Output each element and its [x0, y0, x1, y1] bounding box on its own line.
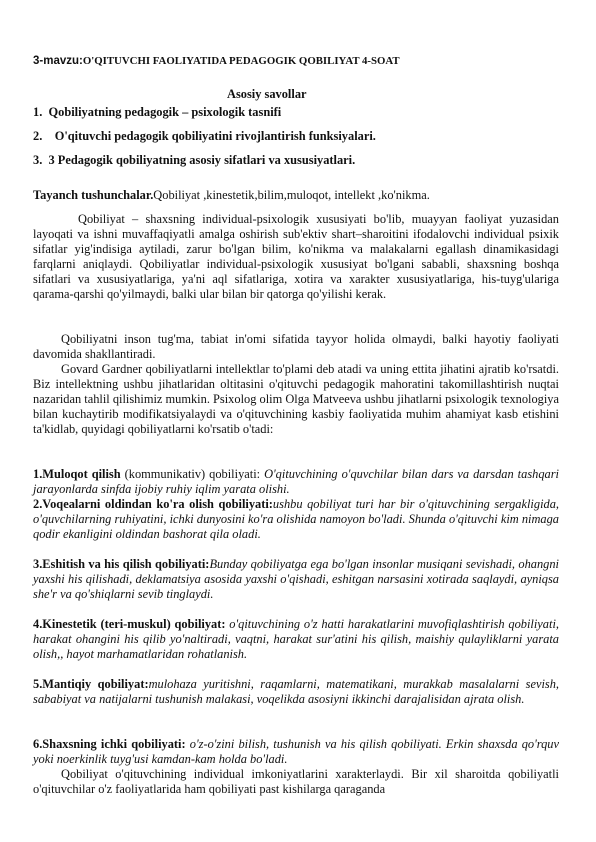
ability-description: mulohaza yuritishni, raqamlarni, matematikani, murakkab masalalarni sevish, sababiyat va natijalarni tushunish malakasi, voqelikda asosiyni ikkinchi darajalisidan ajrata olish.	[33, 677, 560, 706]
question-number: 3.	[33, 153, 43, 167]
paragraph-qobiliyat-definition: Qobiliyat – shaxsning individual-psixologik xususiyati bo'lib, muayyan faoliyat yuzasidan layoqati va ishni muvaffaqiyatli amalga oshirish sub'ektiv shart–sharoitini ifodalovchi individual psixik sifatlar yig'indisiga aytiladi, zarur bo'lgan bilim, ko'nikma va malakalarni egallash dinamikasidagi farqlarni aniqlaydi. Qobiliyatlar individual-psixologik xususiyat bo'lgani sababli, shaxsning boshqa sifatlari va xususiyatlariga, ya'ni aql sifatlariga, xotira va xarakter xususiyatlariga, his-tuyg'ulariga qarama-qarshi qo'yilmaydi, balki ular bilan bir qatorga qo'yilishi kerak.	[33, 212, 559, 301]
keywords-line	[33, 188, 430, 203]
questions-heading: Asosiy savollar	[227, 87, 307, 101]
question-item-3	[33, 153, 355, 168]
question-item-2	[33, 129, 376, 144]
topic-title	[33, 53, 400, 69]
ability-description: O'qituvchining o'quvchilar bilan dars va darsdan tashqari jarayonlarda sinfda ijobiy ruhiy iqlim yarata olishi.	[33, 467, 559, 496]
question-number: 1.	[33, 105, 43, 119]
ability-mid: (kommunikativ) qobiliyati:	[120, 467, 265, 481]
question-number: 2.	[33, 129, 43, 143]
paragraph-qobiliyat-innate: Qobiliyatni inson tug'ma, tabiat in'omi sifatida tayyor holida olmaydi, balki hayotiy faoliyati davomida shakllantiradi.	[33, 332, 559, 361]
keywords-label: Tayanch tushunchalar.	[33, 188, 154, 202]
ability-description: o'qituvchining o'z hatti harakatlarini muvofiqlashtirish qobiliyati, harakat ohangini his qilib yo'naltiradi, vaqtni, harakat sur'atini his qilish, maishiy qulayliklarni yarata olish,, hayot marhamatlaridan rohatlanish.	[33, 617, 559, 661]
ability-title: 2.Voqealarni oldindan ko'ra olish qobiliyati:	[33, 497, 273, 511]
topic-title-text: O'QITUVCHI FAOLIYATIDA PEDAGOGIK QOBILIYAT 4-SOAT	[82, 55, 400, 67]
ability-description: ushbu qobiliyat turi har bir o'qituvchining sergakligida, o'quvchilarning ruhiyatini, ichki dunyosini ko'ra olishida namoyon bo'ladi. Shunda o'qituvchi kim nimaga qodir ekanligini oldindan bashorat qila oladi.	[33, 497, 559, 541]
topic-prefix: 3-mavzu:	[33, 55, 83, 67]
ability-description: o'z-o'zini bilish, tushunish va his qilish qobiliyati. Erkin shaxsda qo'rquv yoki noerkinlik tuyg'usi kamdan-kam holda bo'ladi.	[33, 737, 559, 766]
ability-item-3	[33, 557, 559, 602]
ability-item-6	[33, 737, 559, 767]
ability-item-5	[33, 677, 559, 707]
question-text: O'qituvchi pedagogik qobiliyatini rivojlantirish funksiyalari.	[54, 129, 376, 143]
ability-title: 3.Eshitish va his qilish qobiliyati:	[33, 557, 210, 571]
question-text: 3 Pedagogik qobiliyatning asosiy sifatlari va xususiyatlari.	[48, 153, 356, 167]
ability-description: Bunday qobiliyatga ega bo'lgan insonlar musiqani sevishadi, ohangni yaxshi his qilishadi, deklamatsiya asosida yaxshi o'qishadi, eshitgan narsasini xotirada saqlaydi, ayniqsa she'r va qo'shiqlarni sevib tinglaydi.	[33, 557, 559, 601]
ability-item-2	[33, 497, 559, 542]
ability-title: 5.Mantiqiy qobiliyat:	[33, 677, 149, 691]
paragraph-individual-capabilities: Qobiliyat o'qituvchining individual imkoniyatlarini xarakterlaydi. Bir xil sharoitda qobiliyatli o'qituvchilar o'z faoliyatlarida ham qobiliyati past kishilarga qaraganda	[33, 767, 559, 796]
ability-title: 4.Kinestetik (teri-muskul) qobiliyat:	[33, 617, 226, 631]
question-item-1	[33, 105, 281, 120]
question-text: Qobiliyatning pedagogik – psixologik tasnifi	[48, 105, 282, 119]
ability-item-1	[33, 467, 559, 497]
keywords-text: Qobiliyat ,kinestetik,bilim,muloqot, intellekt ,ko'nikma.	[153, 188, 430, 202]
paragraph-gardner: Govard Gardner qobiliyatlarni intellektlar to'plami deb atadi va uning ettita jihatini ajratib ko'rsatdi. Biz intellektning ushbu jihatlaridan oltitasini o'qituvchi pedagogik mahoratini takomillashtirish nuqtai nazaridan tahlil qilishimiz mumkin. Psixolog olim Olga Matveeva ushbu jihatlarni psixologik texnologiya bilan kuchaytirib modifikatsiyalaydi va o'qituvchining kasbiy faoliyatida muhim ahamiyat kasb etishini ta'kidlab, quyidagi qobiliyatlarni ko'rsatib o'tadi:	[33, 362, 559, 436]
ability-item-4	[33, 617, 559, 662]
ability-title: 1.Muloqot qilish	[33, 467, 121, 481]
ability-title: 6.Shaxsning ichki qobiliyati:	[33, 737, 186, 751]
